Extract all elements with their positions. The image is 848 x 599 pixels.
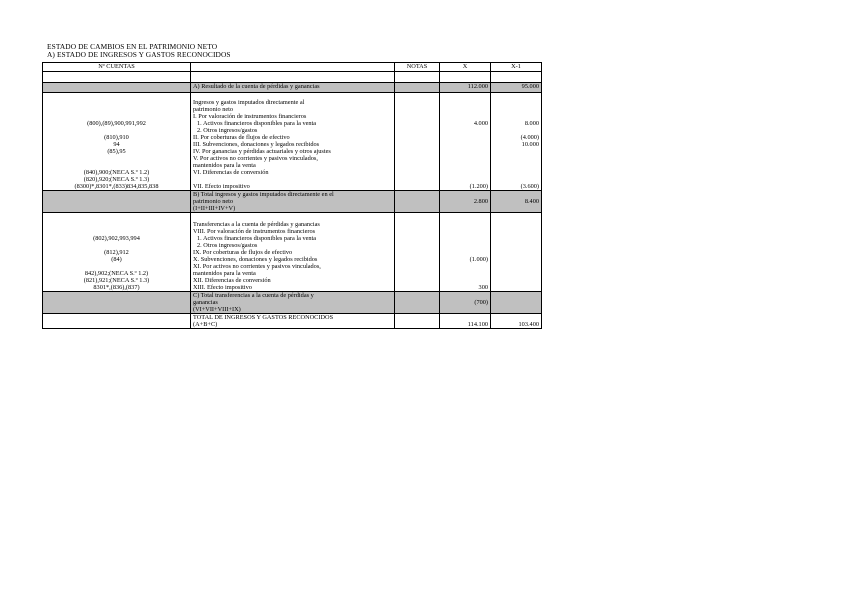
section-b-labels: Ingresos y gastos imputados directamente al patrimonio neto I. Por valoración de instrumentos financieros 1. Activos financieros disponibles para la venta 2. Otros ingresos/gastos II. Por coberturas de flujos de efectivo III. Subvenciones, donaciones y legados recibidos IV. Por ganancias y pérdidas actuariales y otros ajustes V. Por activos no corrientes y pasivos vinculados, mantenidos para la venta VI. Diferencias de conversión VII. Efecto impositivo bbox=[191, 99, 395, 191]
row-c-x: (700) bbox=[440, 292, 491, 314]
row-a bbox=[43, 83, 542, 93]
report-subtitle: A) ESTADO DE INGRESOS Y GASTOS RECONOCIDOS bbox=[47, 50, 231, 59]
section-c-accounts: (802),902,993,994 (812),912 (84) 842),902;(NECA S.º 1.2) (821),921;(NECA S.º 1.3) 8301*,(836),(837) bbox=[43, 221, 191, 292]
row-a-label: A) Resultado de la cuenta de pérdidas y ganancias bbox=[191, 83, 395, 93]
section-b-notas bbox=[395, 99, 440, 191]
grand-total-x: 114.100 bbox=[440, 314, 491, 329]
spacer-row bbox=[43, 72, 542, 83]
row-b-x1: 8.400 bbox=[491, 191, 542, 213]
section-c-x1 bbox=[491, 221, 542, 292]
row-c-total bbox=[43, 292, 542, 314]
section-b bbox=[43, 99, 542, 191]
section-c-x: (1.000) 300 bbox=[440, 221, 491, 292]
section-c-labels: Transferencias a la cuenta de pérdidas y ganancias VIII. Por valoración de instrumentos financieros 1. Activos financieros disponibles para la venta 2. Otros ingresos/gastos IX. Por coberturas de flujos de efectivo X. Subvenciones, donaciones y legados recibidos XI. Por activos no corrientes y pasivos vinculados, mantenidos para la venta XII. Diferencias de conversión XIII. Efecto impositivo bbox=[191, 221, 395, 292]
spacer-row bbox=[43, 213, 542, 222]
header-x: X bbox=[440, 63, 491, 72]
header-notas: NOTAS bbox=[395, 63, 440, 72]
row-b-total bbox=[43, 191, 542, 213]
section-c-notas bbox=[395, 221, 440, 292]
row-a-x1: 95.000 bbox=[491, 83, 542, 93]
grand-total-row bbox=[43, 314, 542, 329]
grand-total-x1: 103.400 bbox=[491, 314, 542, 329]
header-concept bbox=[191, 63, 395, 72]
section-b-x: 4.000 (1.200) bbox=[440, 99, 491, 191]
section-c bbox=[43, 221, 542, 292]
row-b-label: B) Total ingresos y gastos imputados directamente en el patrimonio neto (I+II+III+IV+V) bbox=[191, 191, 395, 213]
report-titles bbox=[47, 43, 231, 59]
row-c-label: C) Total transferencias a la cuenta de pérdidas y ganancias (VI+VII+VIII+IX) bbox=[191, 292, 395, 314]
grand-total-label: TOTAL DE INGRESOS Y GASTOS RECONOCIDOS (A+B+C) bbox=[191, 314, 395, 329]
section-b-accounts: (800),(89),900,991,992 (810),910 94 (85),95 (840),900;(NECA S.º 1.2) (820),920;(NECA S.º 1.3) (8300)*,8301*,(833)834,835,838 bbox=[43, 99, 191, 191]
income-expense-table bbox=[42, 62, 542, 329]
header-cuentas: Nº CUENTAS bbox=[43, 63, 191, 72]
table-header-row bbox=[43, 63, 542, 72]
header-x1: X-1 bbox=[491, 63, 542, 72]
section-b-x1: 8.000 (4.000) 10.000 (3.600) bbox=[491, 99, 542, 191]
row-c-x1 bbox=[491, 292, 542, 314]
row-b-x: 2.800 bbox=[440, 191, 491, 213]
report-title: ESTADO DE CAMBIOS EN EL PATRIMONIO NETO bbox=[47, 42, 218, 51]
row-a-x: 112.000 bbox=[440, 83, 491, 93]
